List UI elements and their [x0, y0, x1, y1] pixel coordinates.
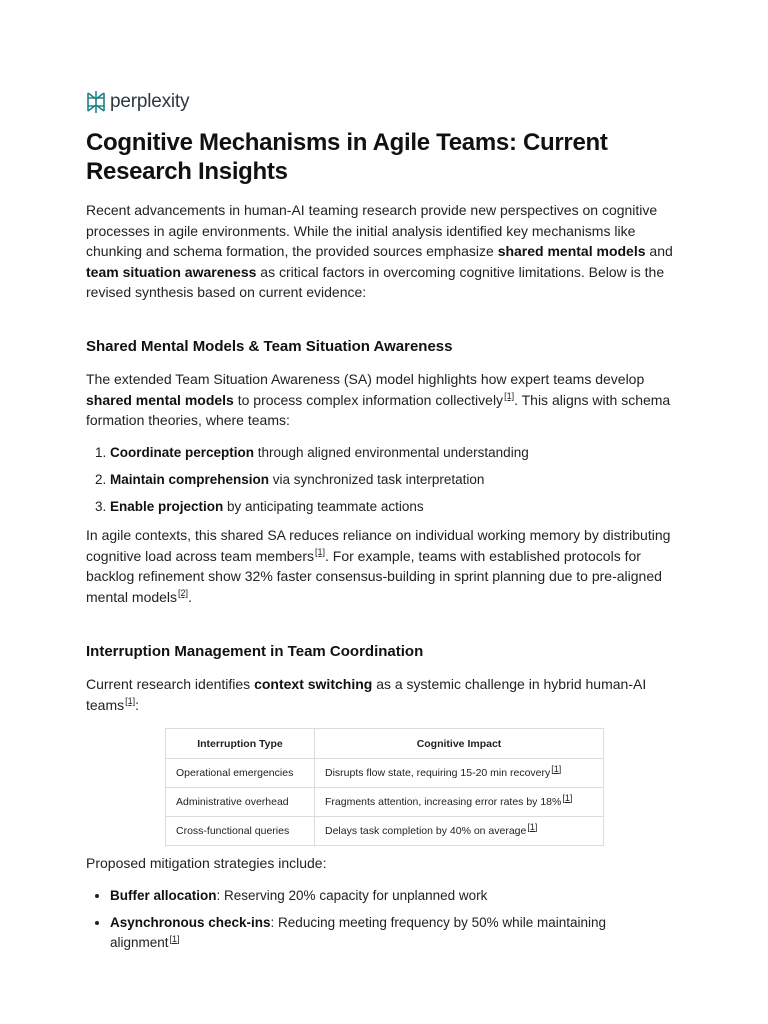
paragraph-text: The extended Team Situation Awareness (SA) model highlights how expert teams develop: [86, 371, 645, 387]
paragraph-bold: context switching: [254, 676, 373, 692]
table-row: [166, 788, 604, 817]
citation-link[interactable]: [1]: [504, 390, 515, 401]
column-header: Cognitive Impact: [315, 729, 604, 759]
section1-paragraph-2: [86, 525, 682, 607]
interruption-table: [165, 728, 604, 846]
paragraph-bold: shared mental models: [86, 391, 234, 408]
paragraph-text: .: [188, 588, 192, 605]
list-item-bold: Buffer allocation: [110, 888, 217, 903]
section2-paragraph: [86, 674, 682, 715]
list-item-text: : Reducing meeting frequency by 50% while maintaining alignment: [110, 915, 606, 950]
intro-text: Recent advancements in human-AI teaming research provide new perspectives on cognitive processes in agile environments. While the initial analysis identified key mechanisms like chunking and schema formation, the provided sources emphasize: [86, 202, 658, 259]
paragraph-text: as a systemic challenge in hybrid human-AI teams: [86, 676, 647, 713]
citation-link[interactable]: [1]: [169, 933, 180, 944]
paragraph-text: Current research identifies: [86, 676, 255, 692]
table-cell: Administrative overhead: [166, 788, 315, 817]
citation-link[interactable]: [1]: [125, 695, 136, 706]
table-cell: [315, 759, 604, 788]
perplexity-logo-icon: [86, 90, 106, 114]
list-item-bold: Enable projection: [110, 499, 224, 514]
list-item-text: through aligned environmental understanding: [254, 445, 529, 460]
intro-text: and: [645, 243, 673, 259]
citation-link[interactable]: [1]: [562, 792, 573, 803]
intro-text: as critical factors in overcoming cognitive limitations. Below is the revised synthesis based on current evidence:: [86, 263, 665, 300]
table-cell: Cross-functional queries: [166, 817, 315, 846]
citation-link[interactable]: [1]: [551, 763, 562, 774]
list-item: [110, 497, 529, 524]
intro-bold: team situation awareness: [86, 263, 257, 280]
intro-paragraph: [86, 200, 682, 303]
paragraph-text: to process complex information collectively: [233, 391, 504, 408]
brand-name: perplexity: [110, 91, 190, 112]
list-item-bold: Maintain comprehension: [110, 472, 270, 487]
table-cell: [315, 817, 604, 846]
intro-bold: shared mental models: [497, 243, 646, 259]
list-item-bold: Asynchronous check-ins: [110, 915, 271, 930]
list-item: [110, 886, 670, 906]
paragraph-text: :: [135, 696, 140, 713]
paragraph-text: In agile contexts, this shared SA reduces reliance on individual working memory by distributing cognitive load across team members: [86, 527, 671, 564]
citation-link[interactable]: [1]: [315, 546, 326, 557]
table-header-row: [166, 729, 604, 759]
column-header: Interruption Type: [166, 729, 315, 759]
table-cell: Operational emergencies: [166, 759, 315, 788]
section1-paragraph: [86, 369, 682, 431]
page-title: Cognitive Mechanisms in Agile Teams: Current Research Insights: [86, 129, 608, 185]
list-item: [110, 443, 529, 470]
list-item-text: by anticipating teammate actions: [223, 499, 424, 514]
list-item: [110, 913, 670, 953]
citation-link[interactable]: [2]: [178, 587, 189, 598]
cell-text: Disrupts flow state, requiring 15-20 min recovery: [325, 767, 551, 779]
list-item-text: via synchronized task interpretation: [269, 472, 485, 487]
team-steps-list: [86, 443, 529, 524]
cell-text: Delays task completion by 40% on average: [325, 825, 527, 837]
mitigation-strategies-list: [86, 886, 670, 960]
paragraph-text: . For example, teams with established protocols for backlog refinement show 32% faster consensus-building in sprint planning due to pre-aligned mental models: [86, 547, 662, 605]
list-item-text: : Reserving 20% capacity for unplanned work: [216, 888, 488, 903]
section-heading-interruption: Interruption Management in Team Coordination: [86, 643, 424, 660]
list-item: [110, 470, 529, 497]
table-row: [166, 759, 604, 788]
section-heading-shared-models: Shared Mental Models & Team Situation Awareness: [86, 338, 453, 355]
list-item-bold: Coordinate perception: [110, 445, 255, 460]
table-cell: [315, 788, 604, 817]
perplexity-logo[interactable]: [86, 90, 189, 114]
paragraph-text: . This aligns with schema formation theories, where teams:: [86, 391, 671, 428]
citation-link[interactable]: [1]: [527, 821, 538, 832]
table-row: [166, 817, 604, 846]
mitigation-intro: Proposed mitigation strategies include:: [86, 855, 327, 871]
cell-text: Fragments attention, increasing error rates by 18%: [325, 796, 562, 808]
